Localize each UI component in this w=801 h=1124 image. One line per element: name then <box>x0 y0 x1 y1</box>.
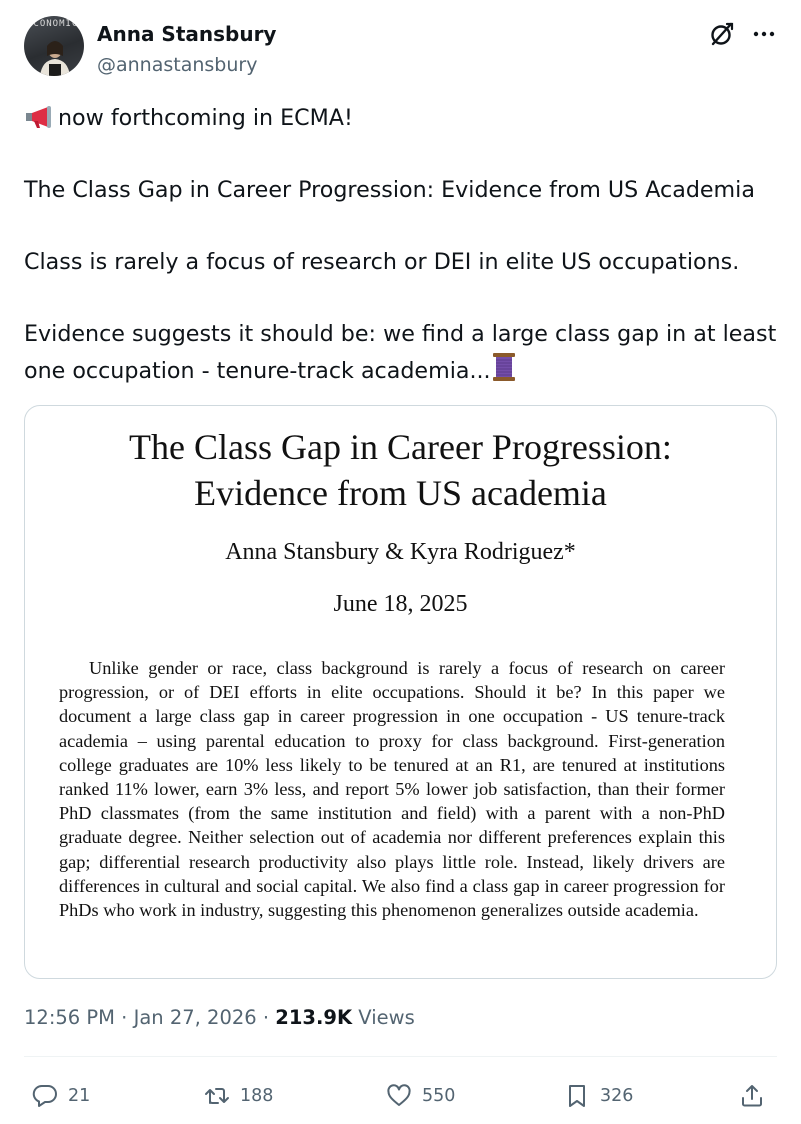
post-text-line-4: Evidence suggests it should be: we find a large class gap in at least <box>24 321 777 347</box>
paper-date: June 18, 2025 <box>333 591 468 617</box>
post-text-line-5-content: one occupation - tenure-track academia... <box>24 358 491 384</box>
paper-abstract: Unlike gender or race, class background is rarely a focus of research on career progression, or of DEI efforts in elite occupations. Should it be? In this paper we document a large class gap in career progression in one occupation - US tenure-track academia – using parental education to proxy for class background. First-generation college graduates are 10% less likely to be tenured at an R1, are tenured at institutions ranked 11% lower, earn 3% less, and report 5% lower job satisfaction, than their former PhD classmates (from the same institution and field) with a parent with a non-PhD graduate degree. Neither selection out of academia nor different preferences explain this gap; differential research productivity also plays little role. Instead, likely drivers are differences in cultural and social capital. We also find a class gap in career progression for PhDs who work in industry, suggesting this phenomenon generalizes outside academia. <box>59 658 725 921</box>
share-button[interactable] <box>739 1074 765 1118</box>
paper-authors: Anna Stansbury & Kyra Rodriguez* <box>225 539 576 565</box>
heart-icon <box>386 1083 412 1109</box>
post-text <box>24 100 784 388</box>
meta-separator: · <box>114 1006 134 1029</box>
post-text-line-3: Class is rarely a focus of research or DEI in elite US occupations. <box>24 249 740 275</box>
spacer <box>24 136 784 172</box>
views-label: Views <box>352 1006 415 1029</box>
avatar-logo-text: ECONOMIC <box>27 19 79 29</box>
views-count: 213.9K <box>275 1006 353 1029</box>
post-time[interactable]: 12:56 PM <box>24 1006 115 1029</box>
reply-icon <box>32 1083 58 1109</box>
post-text-line-1-content: now forthcoming in ECMA! <box>58 105 353 131</box>
meta-separator: · <box>256 1006 276 1029</box>
share-icon <box>739 1083 765 1109</box>
repost-icon <box>204 1083 230 1109</box>
post-text-line-1 <box>24 100 784 136</box>
spacer <box>24 280 784 316</box>
bookmark-button[interactable] <box>564 1074 633 1118</box>
paper-title-line-2: Evidence from US academia <box>194 473 607 513</box>
post-text-line-5 <box>24 352 784 388</box>
bookmark-icon <box>564 1083 590 1109</box>
megaphone-icon <box>24 105 58 129</box>
thread-spool-icon <box>491 352 517 382</box>
repost-count: 188 <box>240 1086 274 1106</box>
action-bar <box>24 1074 777 1118</box>
like-count: 550 <box>422 1086 456 1106</box>
author-handle[interactable]: @annastansbury <box>97 54 258 76</box>
paper-title <box>25 424 776 516</box>
more-icon[interactable] <box>750 20 778 48</box>
paper-image[interactable] <box>24 405 777 979</box>
divider <box>24 1056 777 1057</box>
avatar[interactable] <box>24 16 84 76</box>
post-date[interactable]: Jan 27, 2026 <box>133 1006 257 1029</box>
post-text-line-2: The Class Gap in Career Progression: Evidence from US Academia <box>24 177 755 203</box>
repost-button[interactable] <box>204 1074 273 1118</box>
grok-icon[interactable] <box>708 20 736 48</box>
reply-button[interactable] <box>32 1074 90 1118</box>
spacer <box>24 208 784 244</box>
post-meta <box>24 1006 415 1029</box>
author-name[interactable]: Anna Stansbury <box>97 22 277 46</box>
post-header <box>24 16 777 80</box>
like-button[interactable] <box>386 1074 455 1118</box>
reply-count: 21 <box>68 1086 91 1106</box>
bookmark-count: 326 <box>600 1086 634 1106</box>
paper-title-line-1: The Class Gap in Career Progression: <box>129 427 672 467</box>
